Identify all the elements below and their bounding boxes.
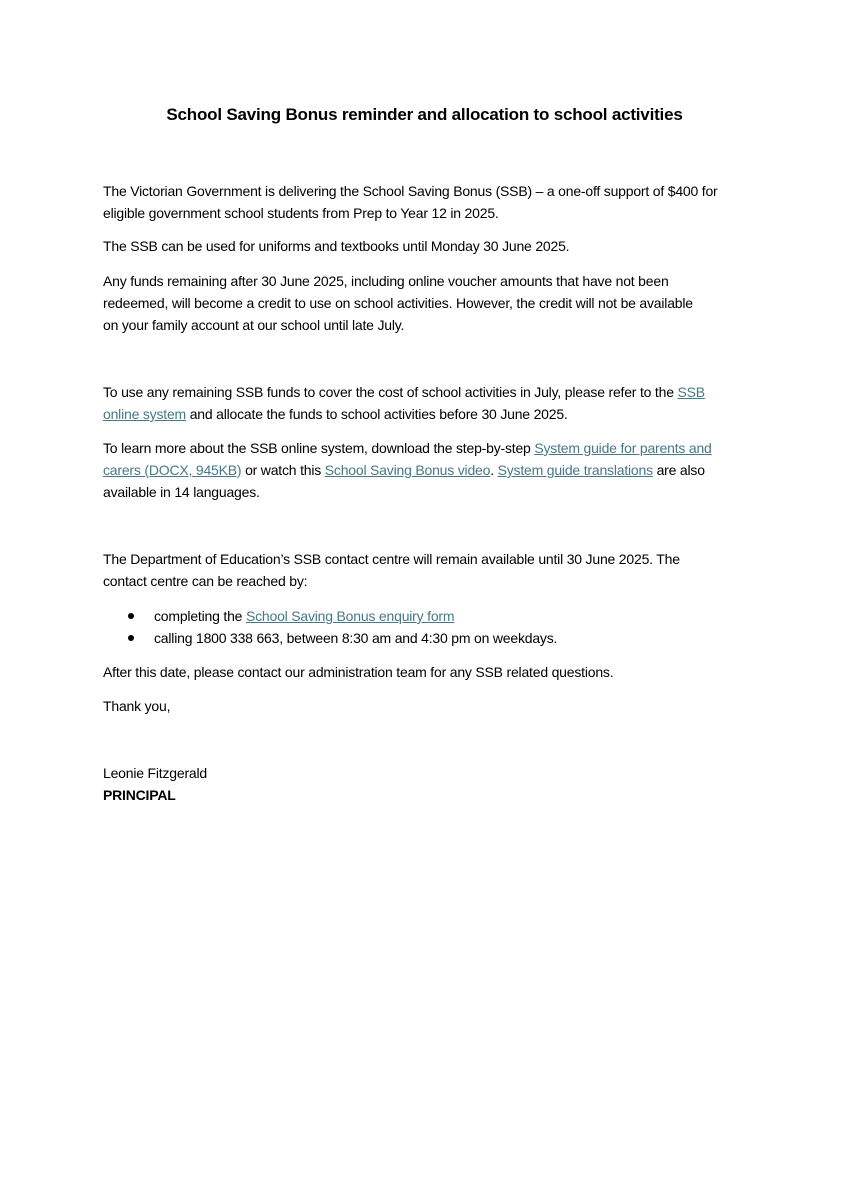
paragraph-allocate-funds: [103, 381, 705, 425]
allocate-line: [103, 403, 705, 425]
closing-line: Thank you,: [103, 698, 171, 714]
paragraph-intro: [103, 180, 718, 224]
learn-more-line: available in 14 languages.: [103, 484, 260, 500]
remaining-line: redeemed, will become a credit to use on school activities. However, the credit will not be available: [103, 295, 693, 311]
intro-line: The Victorian Government is delivering the School Saving Bonus (SSB) – a one-off support of $400 for: [103, 183, 718, 199]
contact-methods-list: [103, 605, 803, 649]
paragraph-deadline: [103, 235, 569, 257]
deadline-line: The SSB can be used for uniforms and textbooks until Monday 30 June 2025.: [103, 238, 570, 254]
learn-more-text: or watch this: [241, 462, 325, 478]
paragraph-after-date: [103, 661, 613, 683]
contact-line: contact centre can be reached by:: [103, 573, 308, 589]
ssb-online-system-link[interactable]: online system: [103, 406, 186, 422]
learn-more-text: .: [490, 462, 498, 478]
learn-more-text: are also: [652, 462, 705, 478]
bullet-icon: [128, 635, 134, 641]
phone-text: calling 1800 338 663, between 8:30 am and 4:30 pm on weekdays.: [154, 630, 558, 646]
bullet-icon: [128, 613, 134, 619]
system-guide-link[interactable]: carers (DOCX, 945KB): [103, 462, 242, 478]
list-item: [103, 605, 803, 627]
enquiry-form-link[interactable]: School Saving Bonus enquiry form: [245, 608, 455, 624]
learn-more-line: [103, 437, 712, 459]
after-date-line: After this date, please contact our administration team for any SSB related questions.: [103, 664, 614, 680]
paragraph-remaining-funds: [103, 270, 693, 336]
allocate-text: To use any remaining SSB funds to cover the cost of school activities in July, please refer to the: [103, 384, 678, 400]
learn-more-line: [103, 459, 712, 481]
allocate-line: [103, 381, 705, 403]
intro-line: eligible government school students from Prep to Year 12 in 2025.: [103, 205, 499, 221]
remaining-line: on your family account at our school until late July.: [103, 317, 405, 333]
signatory-title: PRINCIPAL: [103, 787, 176, 803]
paragraph-contact-centre: [103, 548, 680, 592]
form-text: completing the: [154, 608, 246, 624]
ssb-online-system-link[interactable]: SSB: [677, 384, 705, 400]
paragraph-learn-more: [103, 437, 712, 503]
signatory-name: Leonie Fitzgerald: [103, 765, 207, 781]
ssb-video-link[interactable]: School Saving Bonus video: [324, 462, 491, 478]
document-title: School Saving Bonus reminder and allocation to school activities: [166, 105, 683, 124]
allocate-text: and allocate the funds to school activities before 30 June 2025.: [186, 406, 568, 422]
system-guide-translations-link[interactable]: System guide translations: [497, 462, 653, 478]
signature-block: [103, 762, 207, 806]
closing: [103, 695, 170, 717]
remaining-line: Any funds remaining after 30 June 2025, including online voucher amounts that have not been: [103, 273, 669, 289]
list-item: [103, 627, 803, 649]
contact-line: The Department of Education’s SSB contact centre will remain available until 30 June 2025. The: [103, 551, 680, 567]
list-item-text: [154, 605, 454, 627]
learn-more-text: To learn more about the SSB online system, download the step-by-step: [103, 440, 535, 456]
system-guide-link[interactable]: System guide for parents and: [534, 440, 712, 456]
